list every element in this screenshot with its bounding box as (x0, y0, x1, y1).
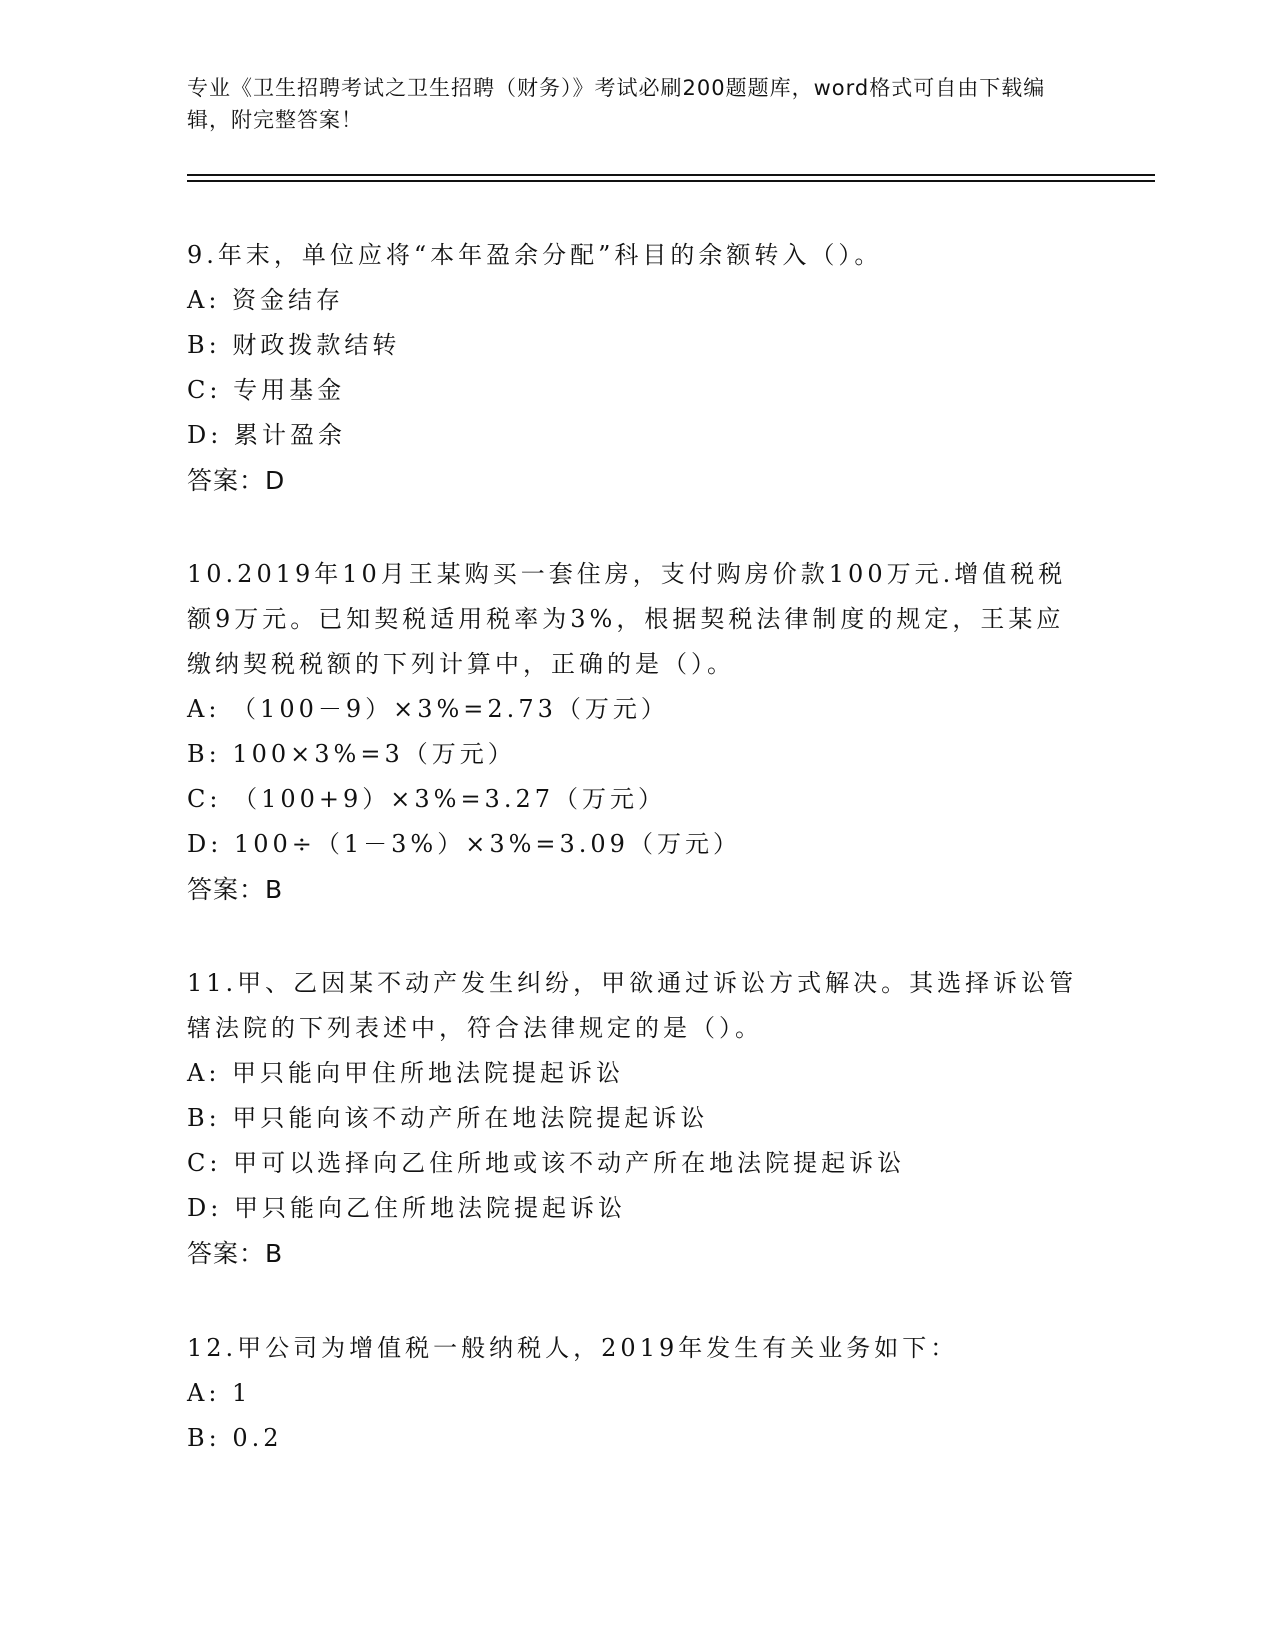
option-b: B: 100×3%=3（万元） (187, 740, 516, 768)
option-c: C: 专用基金 (187, 376, 346, 404)
option-a: A: 1 (187, 1379, 252, 1407)
question-stem: 12.甲公司为增值税一般纳税人，2019年发生有关业务如下： (187, 1334, 959, 1362)
answer: 答案：D (187, 466, 286, 495)
option-a: A: 甲只能向甲住所地法院提起诉讼 (187, 1059, 625, 1087)
option-b: B: 0.2 (187, 1424, 283, 1452)
question-12 (187, 1326, 1087, 1461)
option-c: C: （100+9）×3%=3.27（万元） (187, 785, 666, 813)
option-c: C: 甲可以选择向乙住所地或该不动产所在地法院提起诉讼 (187, 1149, 906, 1177)
header-rule-top (187, 174, 1155, 176)
question-10 (187, 552, 1087, 912)
question-stem: 9.年末，单位应将“本年盈余分配”科目的余额转入（）。 (187, 241, 883, 269)
option-b: B: 财政拨款结转 (187, 331, 401, 359)
question-stem: 11.甲、乙因某不动产发生纠纷，甲欲通过诉讼方式解决。其选择诉讼管辖法院的下列表述中，符合法律规定的是（）。 (187, 969, 1078, 1042)
question-9 (187, 233, 1087, 503)
option-a: A: （100－9）×3%=2.73（万元） (187, 695, 669, 723)
option-d: D: 100÷（1－3%）×3%=3.09（万元） (187, 830, 741, 858)
question-stem: 10.2019年10月王某购买一套住房，支付购房价款100万元.增值税税额9万元。已知契税适用税率为3%，根据契税法律制度的规定，王某应缴纳契税税额的下列计算中，正确的是（）。 (187, 560, 1067, 678)
option-d: D: 累计盈余 (187, 421, 346, 449)
answer: 答案：B (187, 875, 284, 904)
document-header: 专业《卫生招聘考试之卫生招聘（财务）》考试必刷200题题库，word格式可自由下载编辑，附完整答案！ (187, 76, 1046, 132)
answer: 答案：B (187, 1239, 284, 1268)
option-d: D: 甲只能向乙住所地法院提起诉讼 (187, 1194, 626, 1222)
option-a: A: 资金结存 (187, 286, 345, 314)
option-b: B: 甲只能向该不动产所在地法院提起诉讼 (187, 1104, 709, 1132)
header-rule-bottom (187, 180, 1155, 182)
question-11 (187, 961, 1087, 1276)
